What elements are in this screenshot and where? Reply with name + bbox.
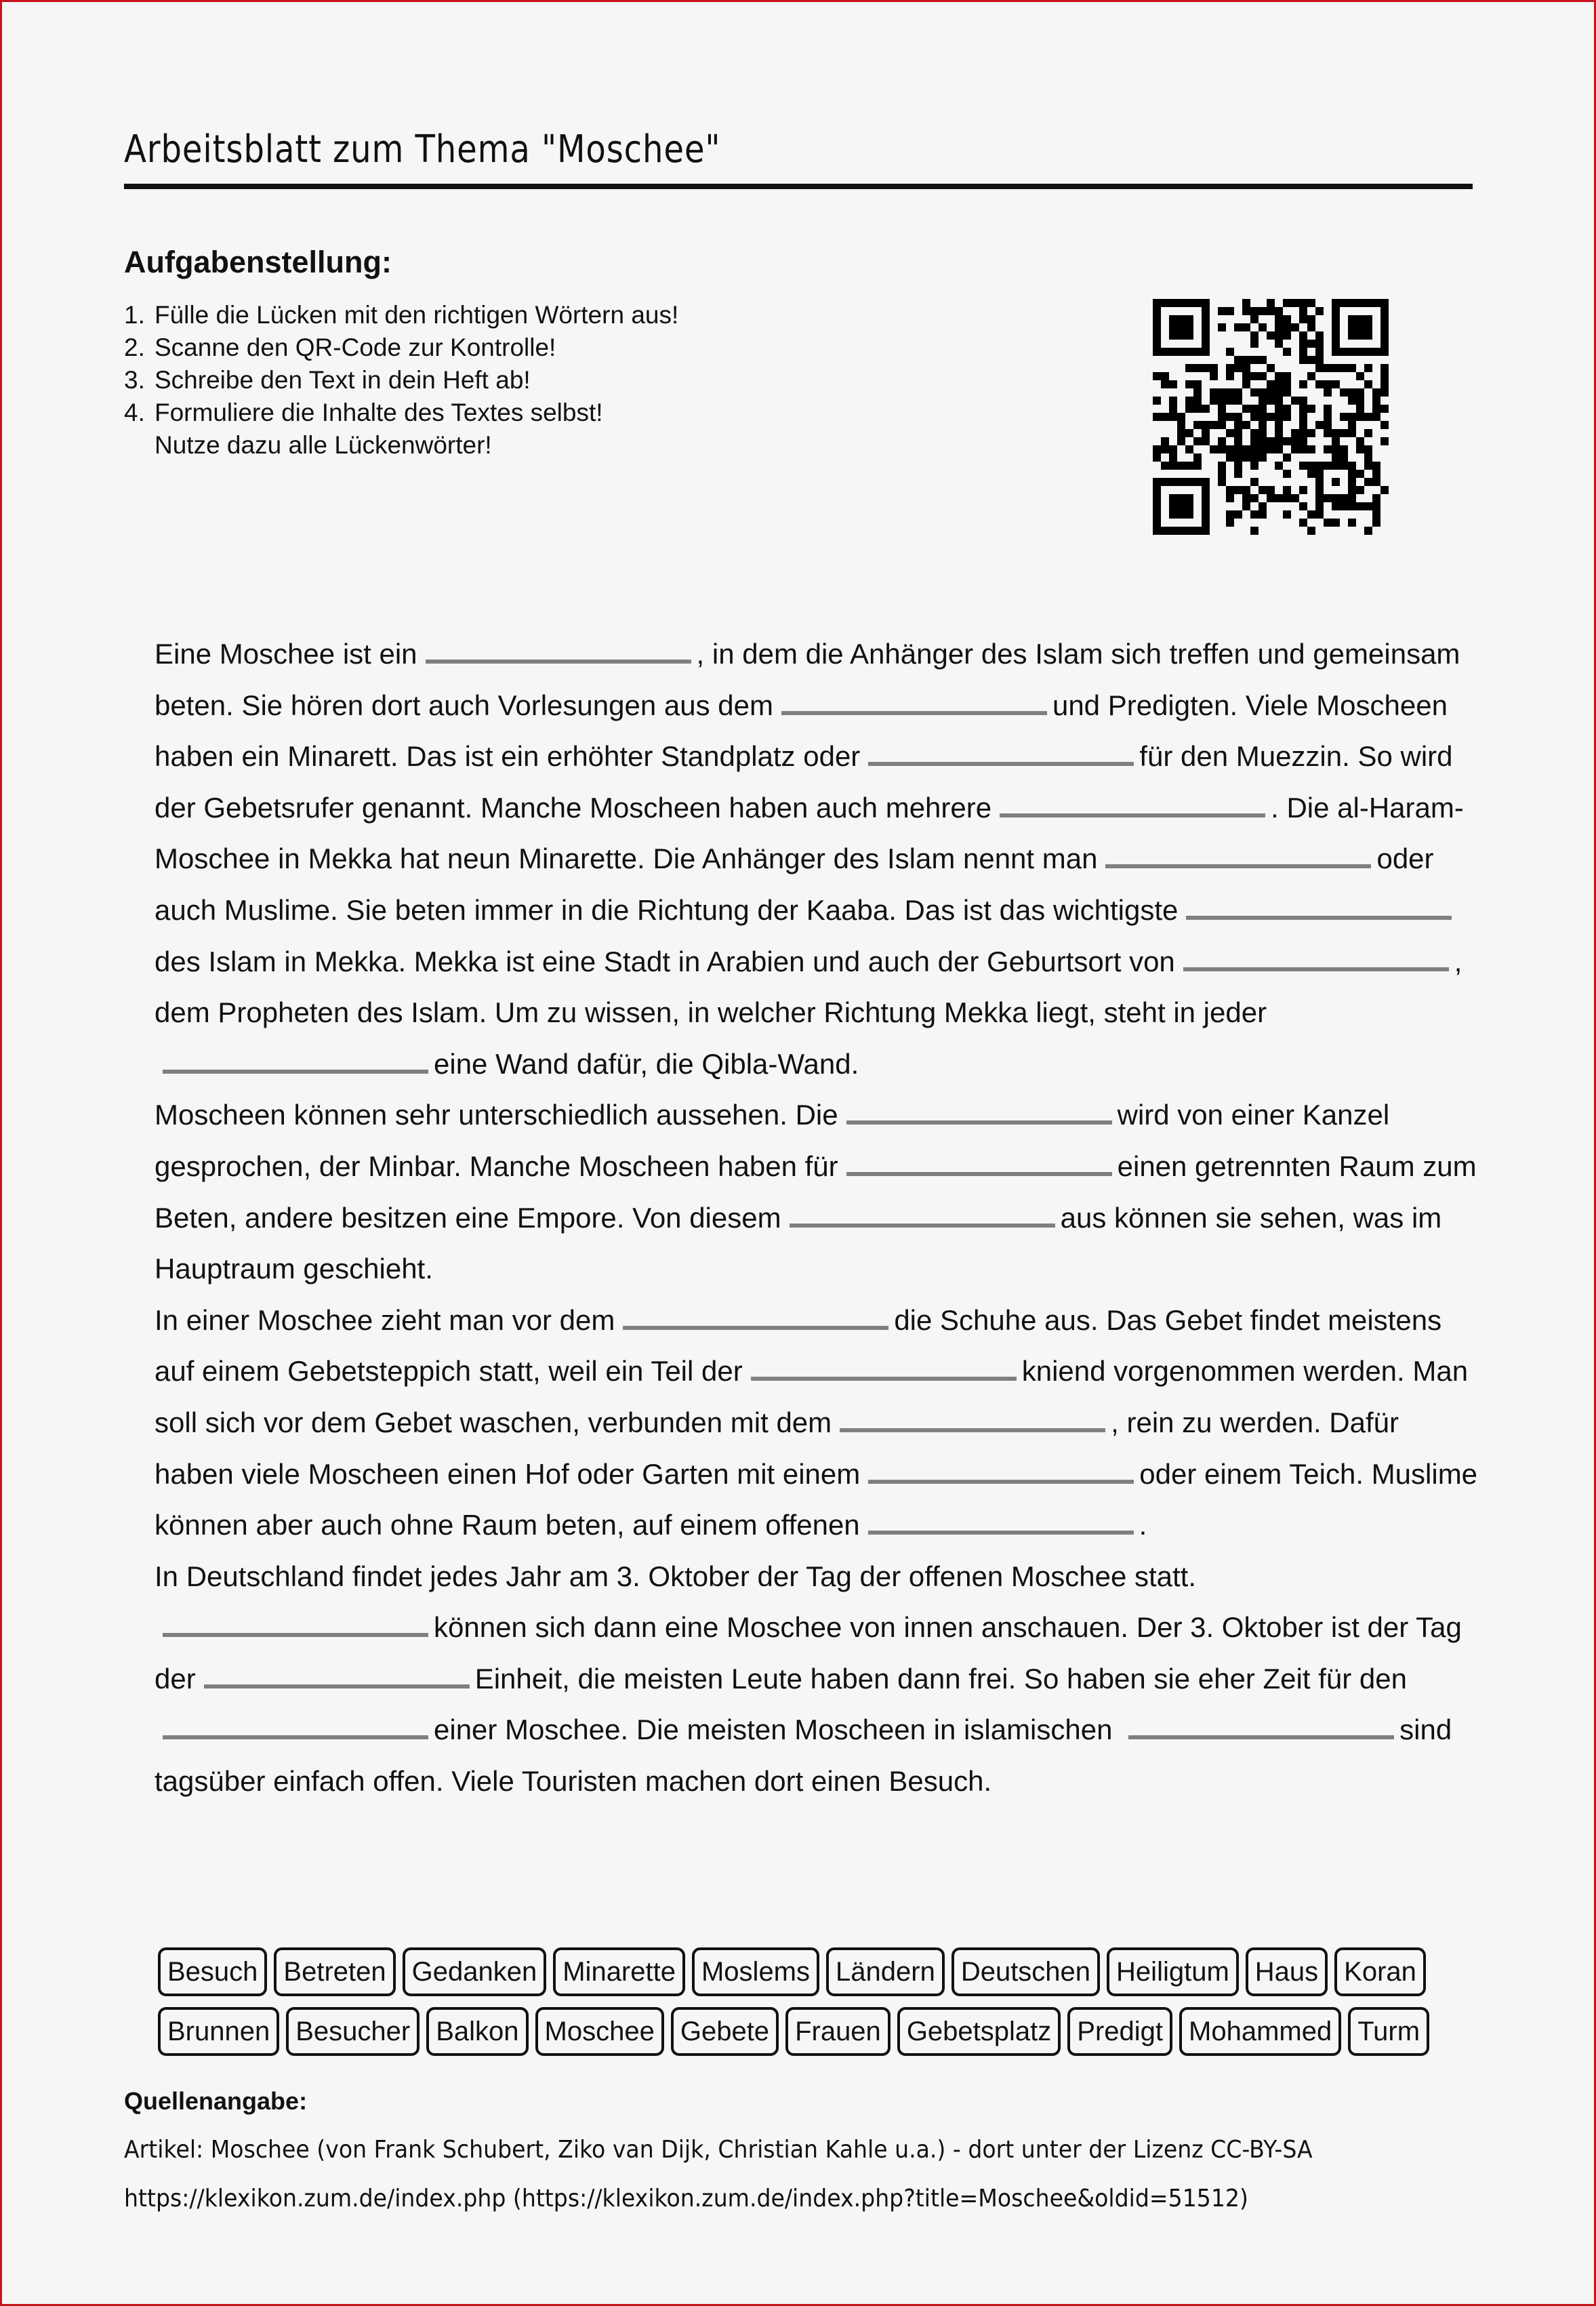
word-chip[interactable]: Koran bbox=[1334, 1947, 1426, 1996]
blank-gap[interactable] bbox=[1105, 844, 1371, 868]
word-chip[interactable]: Besuch bbox=[158, 1947, 267, 1996]
word-chip[interactable]: Heiligtum bbox=[1107, 1947, 1239, 1996]
word-bank bbox=[158, 1947, 1446, 2067]
blank-gap[interactable] bbox=[1186, 895, 1452, 920]
blank-gap[interactable] bbox=[1000, 793, 1265, 817]
word-chip[interactable]: Moschee bbox=[535, 2007, 664, 2056]
source-heading: Quellenangabe: bbox=[124, 2087, 308, 2115]
blank-gap[interactable] bbox=[163, 1049, 428, 1074]
blank-gap[interactable] bbox=[790, 1203, 1055, 1228]
blank-gap[interactable] bbox=[781, 691, 1047, 715]
cloze-paragraph: Eine Moschee ist ein , in dem die Anhänger des Islam sich treffen und gemeinsam beten. Sie hören dort auch Vorlesungen aus dem und Predigten. Viele Moscheen haben ein Minarett. Das ist ein erhöhter Standplatz oder für den Muezzin. So wird der Gebetsrufer genannt. Manche Moscheen haben auch mehrere . Die al-Haram-Moschee in Mekka hat neun Minarette. Die Anhänger des Islam nennt man oder auch Muslime. Sie beten immer in die Richtung der Kaaba. Das ist das wichtigstedes Islam in Mekka. Mekka ist eine Stadt in Arabien und auch der Geburtsort von , dem Propheten des Islam. Um zu wissen, in welcher Richtung Mekka liegt, steht in jedereine Wand dafür, die Qibla-Wand. bbox=[155, 638, 1464, 1080]
task-item: 2. Scanne den QR-Code zur Kontrolle! bbox=[124, 333, 556, 361]
word-chip[interactable]: Minarette bbox=[553, 1947, 685, 1996]
blank-gap[interactable] bbox=[426, 639, 691, 664]
blank-gap[interactable] bbox=[1183, 947, 1449, 971]
blank-gap[interactable] bbox=[204, 1664, 470, 1688]
word-bank-row bbox=[158, 2007, 1446, 2056]
task-item: 3. Schreibe den Text in dein Heft ab! bbox=[124, 366, 531, 394]
word-chip[interactable]: Haus bbox=[1246, 1947, 1328, 1996]
word-chip[interactable]: Frauen bbox=[785, 2007, 891, 2056]
blank-gap[interactable] bbox=[868, 1510, 1134, 1535]
task-item: 4. Formuliere die Inhalte des Textes selbst! bbox=[124, 399, 603, 426]
blank-gap[interactable] bbox=[1128, 1715, 1394, 1739]
blank-gap[interactable] bbox=[163, 1715, 428, 1739]
word-chip[interactable]: Betreten bbox=[274, 1947, 395, 1996]
blank-gap[interactable] bbox=[846, 1152, 1112, 1176]
cloze-paragraph: Moscheen können sehr unterschiedlich aussehen. Die wird von einer Kanzel gesprochen, der Minbar. Manche Moscheen haben für einen getrennten Raum zum Beten, andere besitzen eine Empore. Von diesem aus können sie sehen, was im Hauptraum geschieht. bbox=[155, 1099, 1477, 1285]
task-item: 1. Fülle die Lücken mit den richtigen Wörtern aus! bbox=[124, 301, 679, 329]
word-chip[interactable]: Gebete bbox=[671, 2007, 779, 2056]
word-chip[interactable]: Gedanken bbox=[403, 1947, 547, 1996]
blank-gap[interactable] bbox=[846, 1100, 1112, 1125]
word-chip[interactable]: Gebetsplatz bbox=[897, 2007, 1061, 2056]
word-chip[interactable]: Deutschen bbox=[952, 1947, 1100, 1996]
blank-gap[interactable] bbox=[868, 742, 1134, 766]
source-url[interactable]: https://klexikon.zum.de/index.php (https://klexikon.zum.de/index.php?title=Moschee&oldid=51512) bbox=[124, 2185, 1248, 2212]
word-chip[interactable]: Brunnen bbox=[158, 2007, 279, 2056]
word-chip[interactable]: Balkon bbox=[426, 2007, 528, 2056]
word-chip[interactable]: Turm bbox=[1348, 2007, 1429, 2056]
word-chip[interactable]: Moslems bbox=[692, 1947, 819, 1996]
cloze-paragraph: In Deutschland findet jedes Jahr am 3. Oktober der Tag der offenen Moschee statt. können sich dann eine Moschee von innen anschauen. Der 3. Oktober ist der Tag der Einheit, die meisten Leute haben dann frei. So haben sie eher Zeit für deneiner Moschee. Die meisten Moscheen in islamischen sind tagsüber einfach offen. Viele Touristen machen dort einen Besuch. bbox=[155, 1560, 1462, 1798]
word-chip[interactable]: Predigt bbox=[1067, 2007, 1172, 2056]
cloze-text bbox=[155, 628, 1483, 1807]
blank-gap[interactable] bbox=[868, 1459, 1134, 1484]
word-chip[interactable]: Besucher bbox=[286, 2007, 420, 2056]
page-title: Arbeitsblatt zum Thema "Moschee" bbox=[124, 127, 721, 171]
blank-gap[interactable] bbox=[163, 1613, 428, 1637]
blank-gap[interactable] bbox=[623, 1306, 888, 1330]
task-list bbox=[124, 299, 678, 462]
source-citation: Artikel: Moschee (von Frank Schubert, Ziko van Dijk, Christian Kahle u.a.) - dort unter der Lizenz CC-BY-SA bbox=[124, 2136, 1313, 2164]
cloze-paragraph: In einer Moschee zieht man vor dem die Schuhe aus. Das Gebet findet meistens auf einem Gebetsteppich statt, weil ein Teil der kniend vorgenommen werden. Man soll sich vor dem Gebet waschen, verbunden mit dem , rein zu werden. Dafür haben viele Moscheen einen Hof oder Garten mit einem oder einem Teich. Muslime können aber auch ohne Raum beten, auf einem offenen . bbox=[155, 1303, 1478, 1541]
word-chip[interactable]: Ländern bbox=[826, 1947, 945, 1996]
word-bank-row bbox=[158, 1947, 1446, 1996]
word-chip[interactable]: Mohammed bbox=[1179, 2007, 1341, 2056]
blank-gap[interactable] bbox=[751, 1356, 1017, 1381]
blank-gap[interactable] bbox=[840, 1408, 1105, 1432]
task-heading: Aufgabenstellung: bbox=[124, 245, 392, 279]
qr-code-icon[interactable] bbox=[1153, 296, 1389, 538]
task-continuation: Nutze dazu alle Lückenwörter! bbox=[155, 431, 492, 459]
title-underline bbox=[124, 184, 1473, 189]
